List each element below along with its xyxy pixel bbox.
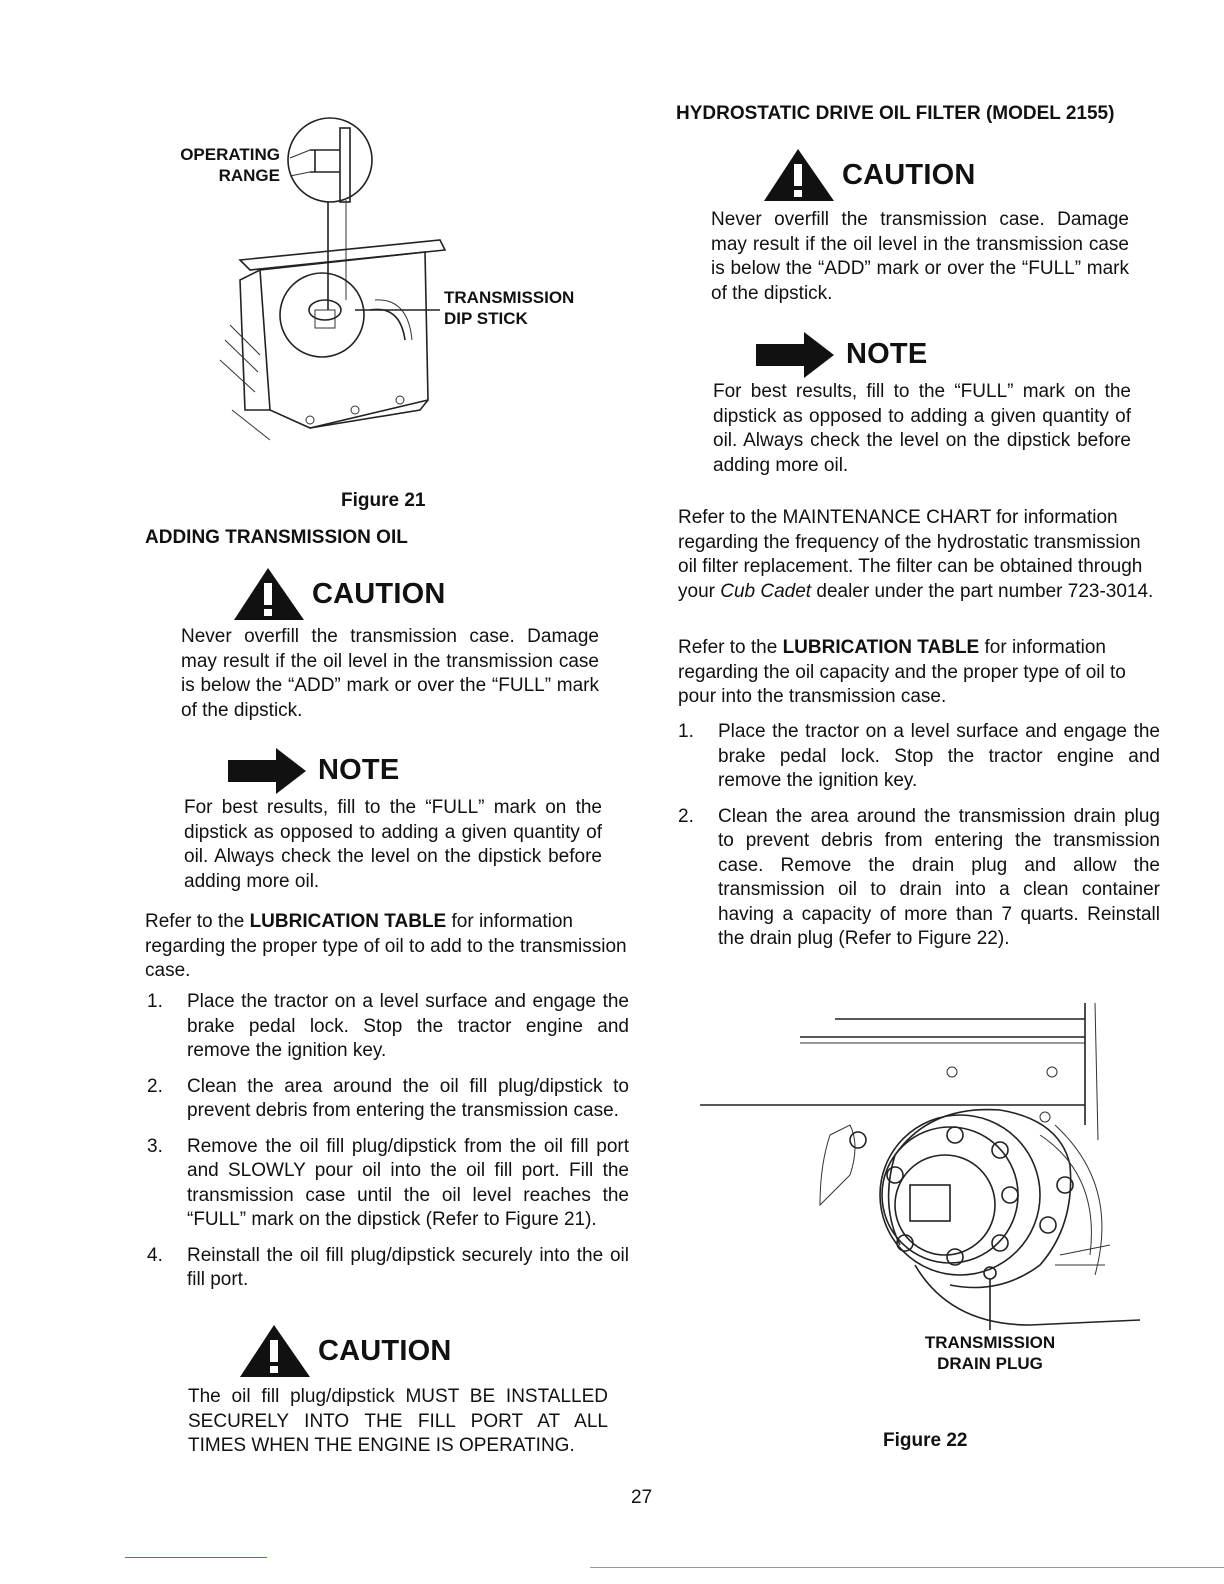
figure-22-caption: Figure 22 — [883, 1430, 968, 1451]
operating-label: OPERATING — [180, 145, 280, 164]
arrow-right-icon — [228, 748, 306, 794]
adding-oil-steps — [147, 990, 629, 1304]
list-item: 2. Clean the area around the transmission drain plug to prevent debris from entering the transmission case. Remove the drain plug and allow the transmission oil to drain into a clean container having a capacity of more than 7 quarts. Reinstall the drain plug (Refer to Figure 22). — [678, 805, 1160, 949]
hydrostatic-filter-heading: HYDROSTATIC DRIVE OIL FILTER (MODEL 2155) — [676, 103, 1115, 124]
arrow-right-icon — [756, 332, 834, 378]
figure-22-drawing — [700, 995, 1150, 1335]
brand-name: Cub Cadet — [720, 580, 812, 602]
dipstick-label: DIP STICK — [444, 309, 528, 328]
lubrication-table-ref: LUBRICATION TABLE — [782, 637, 980, 658]
figure-22 — [700, 995, 1150, 1335]
lubrication-paragraph-left: Refer to the LUBRICATION TABLE for information regarding the proper type of oil to add to the transmission case. — [145, 911, 627, 981]
bottom-divider-right — [590, 1567, 1224, 1568]
note-text-right: For best results, fill to the “FULL” mark on the dipstick as opposed to adding a given quantity of oil. Always check the level on the dipstick before adding more oil. — [713, 381, 1131, 476]
warning-triangle-icon — [238, 1323, 314, 1379]
note-title: NOTE — [846, 338, 928, 370]
drain-plug-label-line1: TRANSMISSION — [924, 1333, 1056, 1352]
page-number: 27 — [631, 1487, 653, 1508]
lubrication-table-ref: LUBRICATION TABLE — [249, 911, 447, 932]
bottom-divider-left — [125, 1557, 267, 1558]
list-item: 2. Clean the area around the oil fill plug/dipstick to prevent debris from entering the transmission case. — [147, 1075, 629, 1121]
list-item: 3. Remove the oil fill plug/dipstick from the oil fill port and SLOWLY pour oil into the oil fill port. Fill the transmission case until the oil level reaches the “FULL” mark on the dipstick (Refer to Figure 21). — [147, 1135, 629, 1230]
caution-text-2: The oil fill plug/dipstick MUST BE INSTALLED SECURELY INTO THE FILL PORT AT ALL TIMES WHEN THE ENGINE IS OPERATING. — [188, 1386, 608, 1456]
list-item: 4. Reinstall the oil fill plug/dipstick securely into the oil fill port. — [147, 1244, 629, 1290]
warning-triangle-icon — [232, 566, 308, 622]
caution-title: CAUTION — [312, 578, 446, 610]
caution-text-1: Never overfill the transmission case. Damage may result if the oil level in the transmission case is below the “ADD” mark or over the “FULL” mark of the dipstick. — [181, 626, 599, 721]
filter-steps — [678, 720, 1160, 963]
transmission-dipstick-label — [444, 287, 574, 329]
adding-transmission-oil-heading: ADDING TRANSMISSION OIL — [145, 527, 408, 548]
drain-plug-label-line2: DRAIN PLUG — [937, 1354, 1043, 1373]
transmission-label: TRANSMISSION — [444, 288, 575, 307]
caution-title: CAUTION — [318, 1335, 452, 1367]
maintenance-paragraph: Refer to the MAINTENANCE CHART for information regarding the frequency of the hydrostatic transmission oil filter replacement. The filter can be obtained through your Cub Cadet dealer under the part number 723-3014. — [678, 507, 1154, 602]
lubrication-paragraph-right: Refer to the LUBRICATION TABLE for information regarding the oil capacity and the proper type of oil to pour into the transmission case. — [678, 637, 1126, 707]
list-item: 1. Place the tractor on a level surface and engage the brake pedal lock. Stop the tractor engine and remove the ignition key. — [147, 991, 629, 1061]
range-label: RANGE — [218, 166, 280, 185]
operating-range-label — [168, 144, 280, 186]
caution-text-right: Never overfill the transmission case. Damage may result if the oil level in the transmission case is below the “ADD” mark or over the “FULL” mark of the dipstick. — [711, 209, 1129, 304]
figure-21-caption: Figure 21 — [341, 490, 426, 511]
note-text-left: For best results, fill to the “FULL” mark on the dipstick as opposed to adding a given quantity of oil. Always check the level on the dipstick before adding more oil. — [184, 797, 602, 892]
warning-triangle-icon — [762, 147, 838, 203]
drain-plug-label — [890, 1332, 1090, 1374]
list-item: 1. Place the tractor on a level surface and engage the brake pedal lock. Stop the tractor engine and remove the ignition key. — [678, 721, 1160, 791]
note-title: NOTE — [318, 754, 400, 786]
caution-title: CAUTION — [842, 159, 976, 191]
